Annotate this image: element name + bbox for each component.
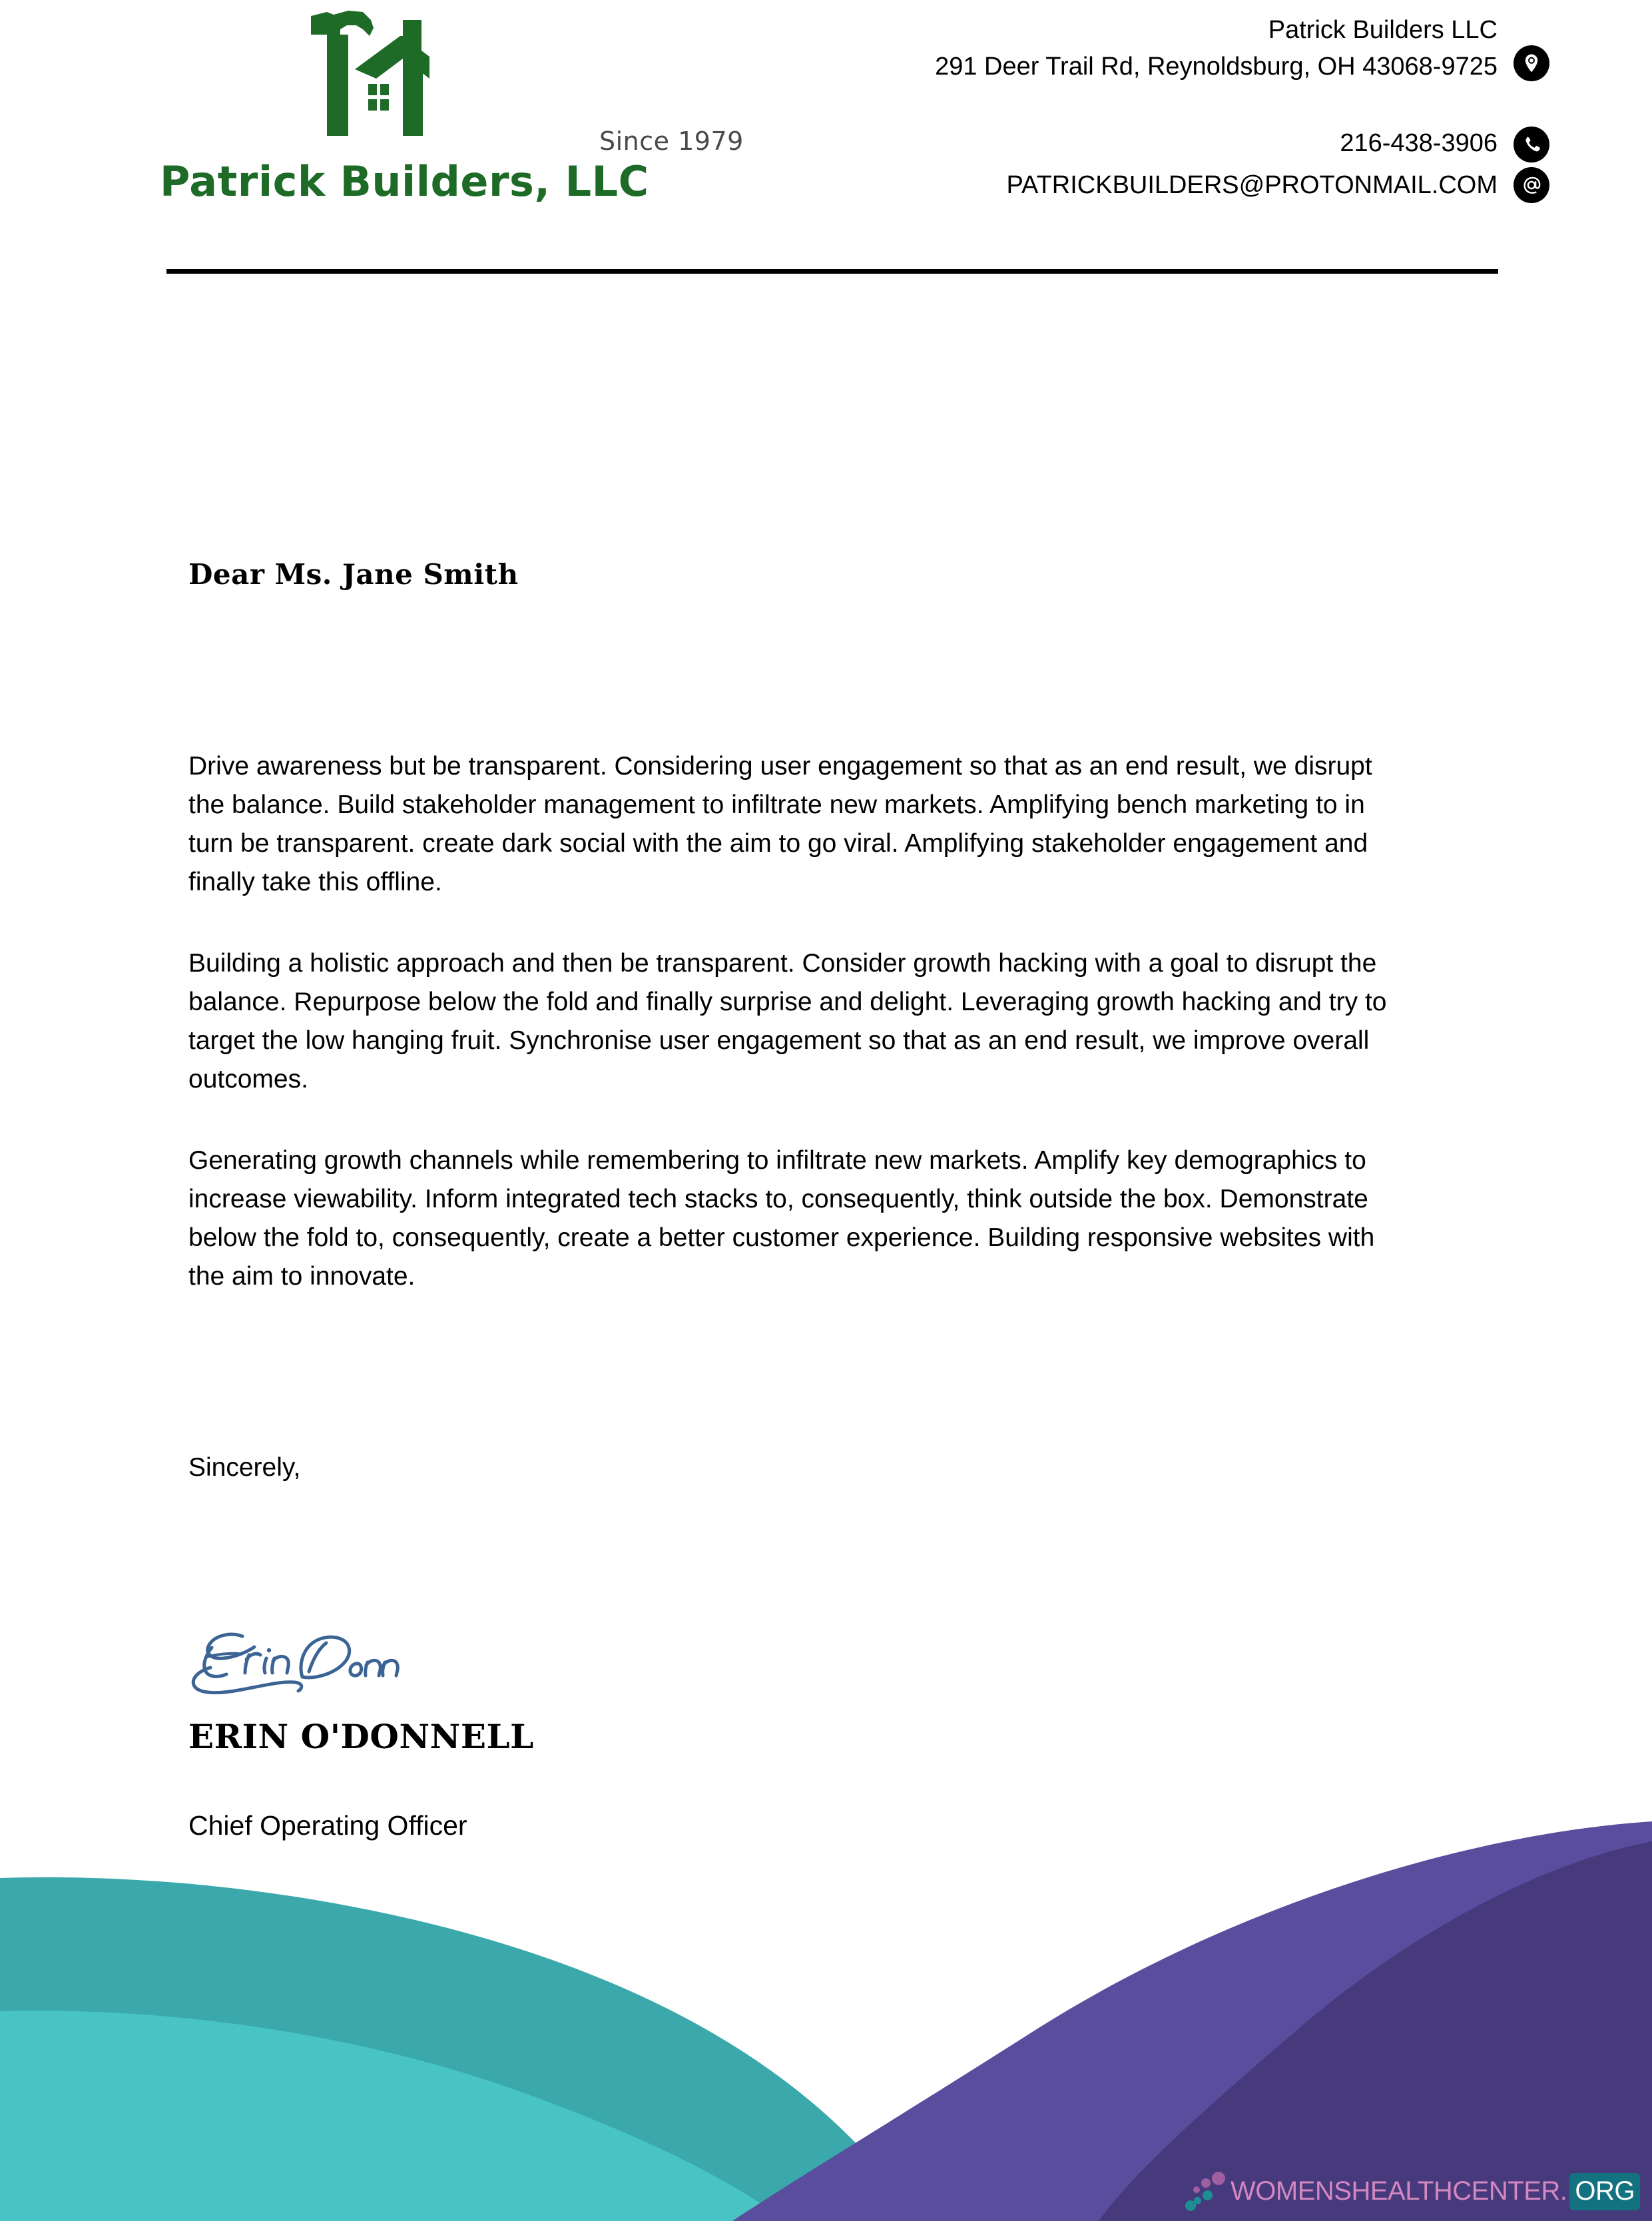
footer-decoration: [0, 1808, 1652, 2221]
signature-image: [185, 1625, 425, 1705]
closing-line: Sincerely,: [188, 1453, 301, 1482]
company-logo: [160, 5, 744, 218]
map-pin-icon: [1514, 45, 1549, 81]
contact-block: [665, 16, 1498, 200]
watermark-logo: [1185, 2154, 1640, 2214]
signer-title: Chief Operating Officer: [188, 1810, 467, 1841]
paragraph-2: Building a holistic approach and then be transparent. Consider growth hacking with a goal to disrupt the balance. Repurpose below the fold and finally surprise and delight. Leveraging growth hacking and try to target the low hanging fruit. Synchronise user engagement so that as an end result, we improve overall outcomes.: [188, 949, 1387, 1094]
letterhead-header: [0, 0, 1652, 280]
at-sign-icon: [1514, 167, 1549, 203]
watermark-domain: WOMENSHEALTHCENTER.: [1231, 2176, 1567, 2206]
salutation: Dear Ms. Jane Smith: [188, 558, 519, 591]
header-divider: [166, 269, 1498, 274]
company-phone: 216-438-3906: [1340, 129, 1498, 157]
watermark-org-badge: ORG: [1569, 2173, 1640, 2210]
paragraph-3: Generating growth channels while remembering to infiltrate new markets. Amplify key demographics to increase viewability. Inform integrated tech stacks to, consequently, think outside the box. Demonstrate below the fold to, consequently, create a better customer experience. Building responsive websites with the aim to innovate.: [188, 1146, 1375, 1291]
company-address: 291 Deer Trail Rd, Reynoldsburg, OH 43068-9725: [935, 53, 1498, 81]
watermark-dots-icon: [1185, 2168, 1227, 2214]
contact-email-group: [665, 171, 1498, 200]
contact-phone-group: [665, 129, 1498, 158]
hammer-and-house-logo-icon: [270, 5, 496, 162]
company-email: PATRICKBUILDERS@PROTONMAIL.COM: [1006, 171, 1498, 199]
signer-name: ERIN O'DONNELL: [188, 1717, 534, 1756]
contact-address-group: [665, 16, 1498, 81]
phone-icon: [1514, 127, 1549, 162]
letter-body: [188, 747, 1407, 1296]
paragraph-1: Drive awareness but be transparent. Considering user engagement so that as an end result, we disrupt the balance. Build stakeholder management to infiltrate new markets. Amplifying bench marketing to in turn be transparent. create dark social with the aim to go viral. Amplifying stakeholder engagement and finally take this offline.: [188, 752, 1372, 896]
logo-wordmark: Patrick Builders, LLC: [160, 157, 649, 206]
logo-tagline: Since 1979: [599, 127, 744, 156]
company-name: Patrick Builders LLC: [1268, 16, 1498, 44]
watermark-text: [1231, 2173, 1640, 2214]
